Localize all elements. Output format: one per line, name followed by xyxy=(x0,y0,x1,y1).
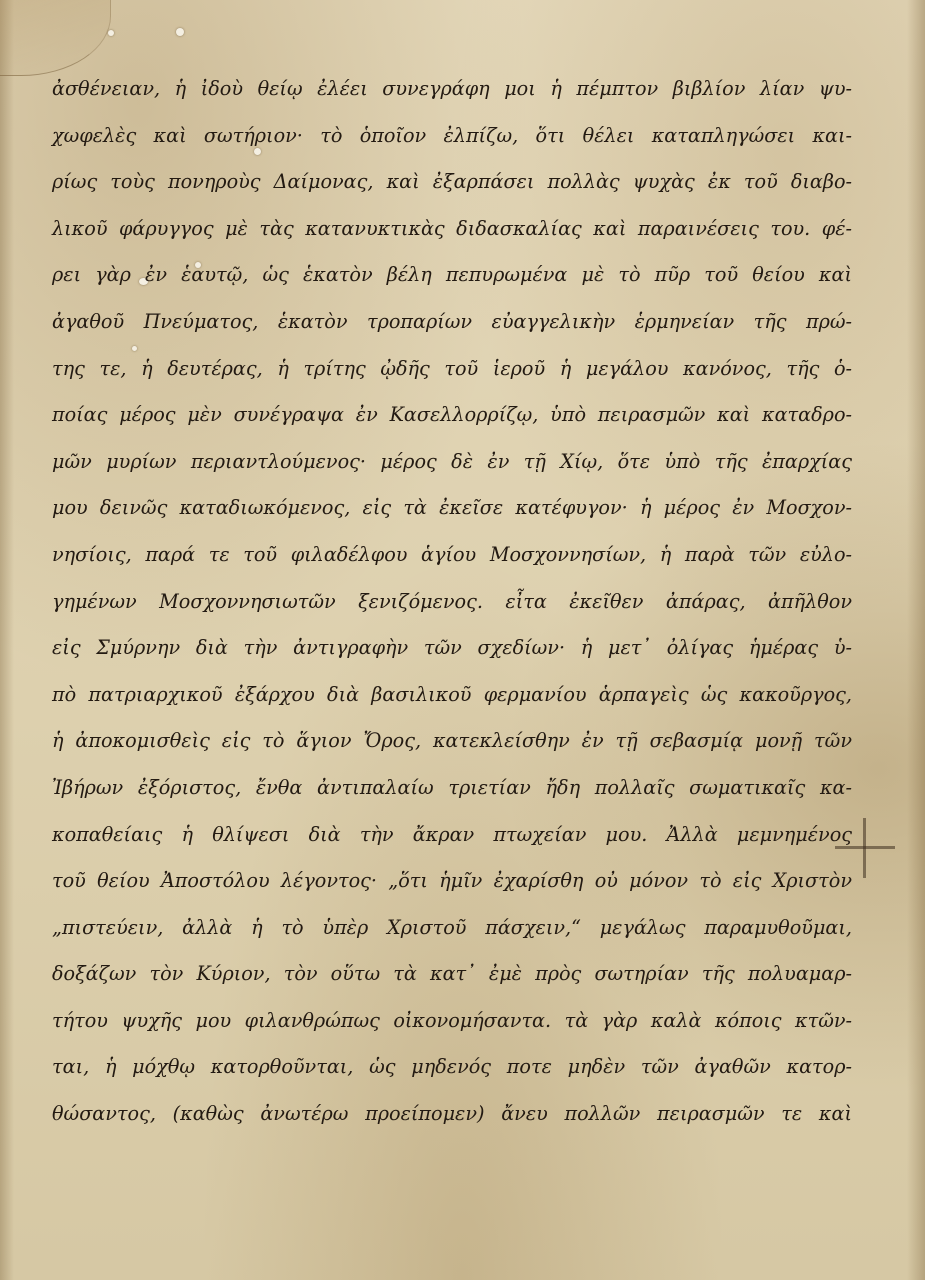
page-edge-shadow-left xyxy=(0,0,14,1280)
text-line: ποίας μέρος μὲν συνέγραψα ἐν Κασελλορρίζῳ, ὑπὸ πειρασμῶν καὶ καταδρο- xyxy=(52,403,852,427)
worm-hole xyxy=(176,28,184,36)
text-line: ρίως τοὺς πονηροὺς Δαίμονας, καὶ ἐξαρπάσει πολλὰς ψυχὰς ἐκ τοῦ διαβο- xyxy=(52,170,852,194)
text-line: πὸ πατριαρχικοῦ ἐξάρχου διὰ βασιλικοῦ φερμανίου ἁρπαγεὶς ὡς κακοῦργος, xyxy=(52,682,852,706)
text-line: κοπαθείαις ἡ θλίψεσι διὰ τὴν ἄκραν πτωχείαν μου. Ἀλλὰ μεμνημένος xyxy=(52,822,852,846)
text-line: της τε, ἡ δευτέρας, ἡ τρίτης ᾠδῆς τοῦ ἱεροῦ ἡ μεγάλου κανόνος, τῆς ὁ- xyxy=(52,356,852,380)
text-line: εἰς Σμύρνην διὰ τὴν ἀντιγραφὴν τῶν σχεδίων· ἡ μετ᾽ ὀλίγας ἡμέρας ὑ- xyxy=(52,636,852,660)
text-line: ἀγαθοῦ Πνεύματος, ἑκατὸν τροπαρίων εὐαγγελικὴν ἑρμηνείαν τῆς πρώ- xyxy=(52,309,852,333)
text-line: „πιστεύειν, ἀλλὰ ἡ τὸ ὑπὲρ Χριστοῦ πάσχειν,“ μεγάλως παραμυθοῦμαι, xyxy=(52,915,852,939)
text-line: ται, ἡ μόχθῳ κατορθοῦνται, ὡς μηδενός ποτε μηδὲν τῶν ἀγαθῶν κατορ- xyxy=(52,1055,852,1079)
torn-corner xyxy=(0,0,111,76)
greek-text-block xyxy=(52,66,852,1138)
text-line: τοῦ θείου Ἀποστόλου λέγοντος· „ὅτι ἡμῖν ἐχαρίσθη οὐ μόνον τὸ εἰς Χριστὸν xyxy=(52,869,852,893)
text-line: μῶν μυρίων περιαντλούμενος· μέρος δὲ ἐν τῇ Χίῳ, ὅτε ὑπὸ τῆς ἐπαρχίας xyxy=(52,449,852,473)
text-line: λικοῦ φάρυγγος μὲ τὰς κατανυκτικὰς διδασκαλίας καὶ παραινέσεις του. φέ- xyxy=(52,216,852,240)
text-line: Ἰβήρων ἐξόριστος, ἔνθα ἀντιπαλαίω τριετίαν ἤδη πολλαῖς σωματικαῖς κα- xyxy=(52,775,852,799)
text-line: ἀσθένειαν, ἡ ἰδοὺ θείῳ ἐλέει συνεγράφη μοι ἡ πέμπτον βιβλίον λίαν ψυ- xyxy=(52,77,852,100)
pencil-cross-mark xyxy=(835,818,895,878)
text-line: θώσαντος, (καθὼς ἀνωτέρω προείπομεν) ἄνευ πολλῶν πειρασμῶν τε καὶ xyxy=(52,1102,852,1126)
text-line: ρει γὰρ ἐν ἑαυτῷ, ὡς ἑκατὸν βέλη πεπυρωμένα μὲ τὸ πῦρ τοῦ θείου καὶ xyxy=(52,263,852,287)
worm-hole xyxy=(108,30,114,36)
text-line: δοξάζων τὸν Κύριον, τὸν οὕτω τὰ κατ᾽ ἐμὲ πρὸς σωτηρίαν τῆς πολυαμαρ- xyxy=(52,962,852,986)
text-line: χωφελὲς καὶ σωτήριον· τὸ ὁποῖον ἐλπίζω, ὅτι θέλει καταπληγώσει και- xyxy=(52,123,852,147)
text-line: νησίοις, παρά τε τοῦ φιλαδέλφου ἁγίου Μοσχοννησίων, ἡ παρὰ τῶν εὐλο- xyxy=(52,542,852,566)
text-line: γημένων Μοσχοννησιωτῶν ξενιζόμενος. εἶτα ἐκεῖθεν ἀπάρας, ἀπῆλθον xyxy=(52,589,852,613)
text-line: ἡ ἀποκομισθεὶς εἰς τὸ ἅγιον Ὄρος, κατεκλείσθην ἐν τῇ σεβασμίᾳ μονῇ τῶν xyxy=(52,729,852,753)
page-edge-shadow-right xyxy=(907,0,925,1280)
text-line: μου δεινῶς καταδιωκόμενος, εἰς τὰ ἐκεῖσε κατέφυγον· ἡ μέρος ἐν Μοσχον- xyxy=(52,496,852,520)
text-line: τήτου ψυχῆς μου φιλανθρώπως οἰκονομήσαντα. τὰ γὰρ καλὰ κόποις κτῶν- xyxy=(52,1008,852,1032)
